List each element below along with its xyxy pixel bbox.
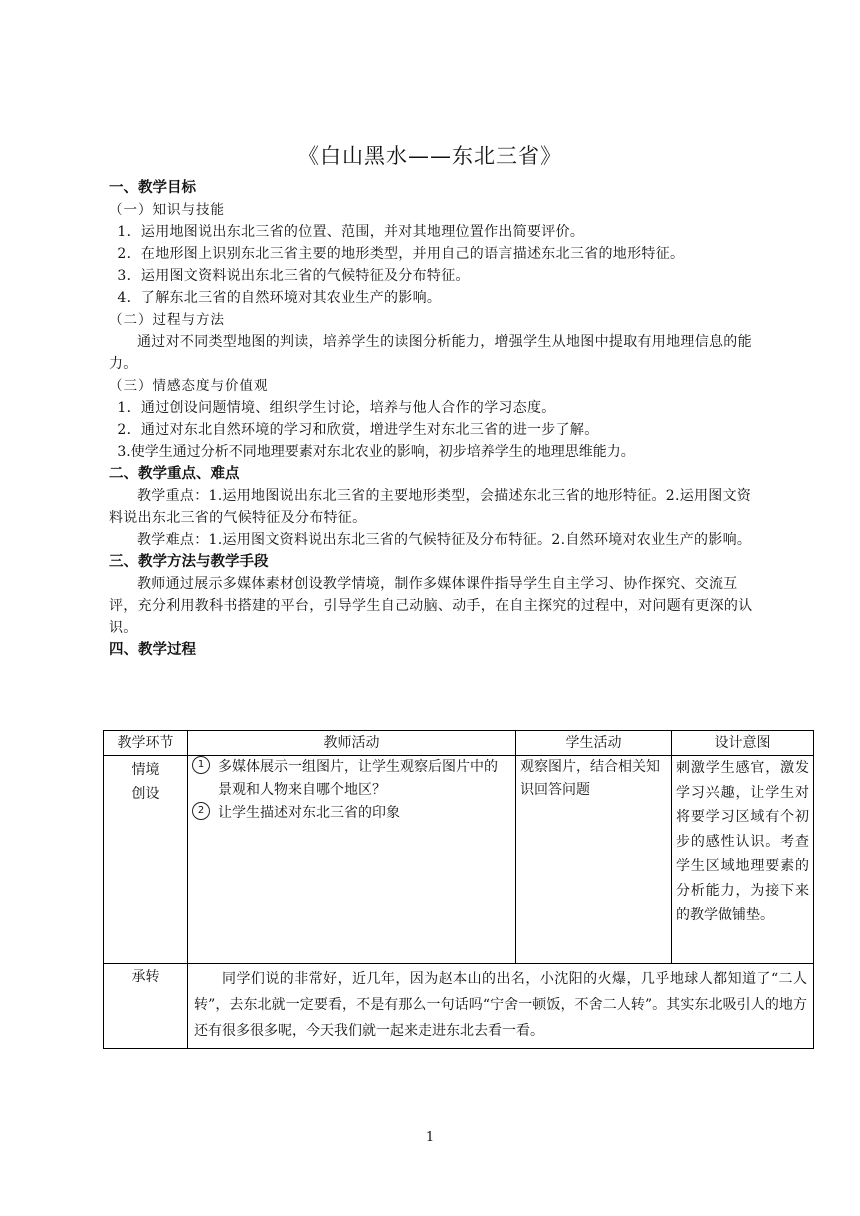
student-activity-cell: 观察图片，结合相关知识回答问题 xyxy=(516,756,672,964)
difficulties-paragraph: 教学难点：1.运用图文资料说出东北三省的气候特征及分布特征。2.自然环境对农业生产的影响。 xyxy=(137,532,752,548)
teaching-process-table xyxy=(103,730,814,1049)
document-title: 《白山黑水——东北三省》 xyxy=(298,144,562,168)
attitude-item: 2．通过对东北自然环境的学习和欣赏，增进学生对东北三省的进一步了解。 xyxy=(117,422,599,438)
section-methods-heading: 三、教学方法与教学手段 xyxy=(109,554,269,570)
table-header-cell: 教学环节 xyxy=(104,731,188,756)
transition-text-cell xyxy=(188,964,814,1049)
attitude-item: 3.使学生通过分析不同地理要素对东北农业的影响，初步培养学生的地理思维能力。 xyxy=(117,444,635,460)
teacher-activity-cell xyxy=(188,756,516,964)
table-header-cell: 设计意图 xyxy=(672,731,814,756)
transition-paragraph: 同学们说的非常好，近几年，因为赵本山的出名，小沈阳的火爆，几乎地球人都知道了“二人转”，去东北就一定要看，不是有那么一句话吗“宁舍一顿饭，不舍二人转”。其实东北吸引人的地方还有很多很多呢，今天我们就一起来走进东北去看一看。 xyxy=(194,971,807,1039)
objective-item: 4．了解东北三省的自然环境对其农业生产的影响。 xyxy=(117,290,442,306)
methods-paragraph: 教师通过展示多媒体素材创设教学情境，制作多媒体课件指导学生自主学习、协作探究、交流互评，充分利用教科书搭建的平台，引导学生自己动脑、动手，在自主探究的过程中，对问题有更深的认识。 xyxy=(109,576,753,636)
keypoints-paragraph: 教学重点：1.运用地图说出东北三省的主要地形类型，会描述东北三省的地形特征。2.运用图文资料说出东北三省的气候特征及分布特征。 xyxy=(109,488,752,526)
objective-item: 1．运用地图说出东北三省的位置、范围，并对其地理位置作出简要评价。 xyxy=(117,224,585,240)
attitude-item: 1．通过创设问题情境、组织学生讨论，培养与他人合作的学习态度。 xyxy=(117,400,556,416)
page-number: 1 xyxy=(425,1130,435,1145)
objective-item: 3．运用图文资料说出东北三省的气候特征及分布特征。 xyxy=(117,268,470,284)
section-process-heading: 四、教学过程 xyxy=(109,642,196,658)
design-intent-cell: 刺激学生感官，激发学习兴趣，让学生对将要学习区域有个初步的感性认识。考查学生区域地理要素的分析能力，为接下来的教学做铺垫。 xyxy=(672,756,814,964)
table-header-cell: 教师活动 xyxy=(188,731,516,756)
stage-label: 情境创设 xyxy=(131,762,160,802)
document-body xyxy=(109,177,759,661)
subsection-attitude-heading: （三）情感态度与价值观 xyxy=(109,378,269,394)
subsection-process-heading: （二）过程与方法 xyxy=(109,312,225,328)
list-item xyxy=(192,756,511,802)
stage-cell xyxy=(104,756,188,964)
table-row xyxy=(104,756,814,964)
subsection-knowledge-heading: （一）知识与技能 xyxy=(109,202,225,218)
process-paragraph: 通过对不同类型地图的判读，培养学生的读图分析能力，增强学生从地图中提取有用地理信息的能力。 xyxy=(109,334,752,372)
section-objectives-heading: 一、教学目标 xyxy=(109,180,196,196)
circled-number: 2 xyxy=(192,802,210,820)
table-row xyxy=(104,964,814,1049)
table-header-cell: 学生活动 xyxy=(516,731,672,756)
list-item xyxy=(192,802,511,825)
teacher-activity-text: 多媒体展示一组图片，让学生观察后图片中的景观和人物来自哪个地区？ xyxy=(218,759,498,798)
objective-item: 2．在地形图上识别东北三省主要的地形类型，并用自己的语言描述东北三省的地形特征。 xyxy=(117,246,685,262)
table-header-row xyxy=(104,731,814,756)
circled-number: 1 xyxy=(192,756,210,774)
teacher-activity-text: 让学生描述对东北三省的印象 xyxy=(218,805,400,821)
section-keypoints-heading: 二、教学重点、难点 xyxy=(109,466,240,482)
stage-cell: 承转 xyxy=(104,964,188,1049)
